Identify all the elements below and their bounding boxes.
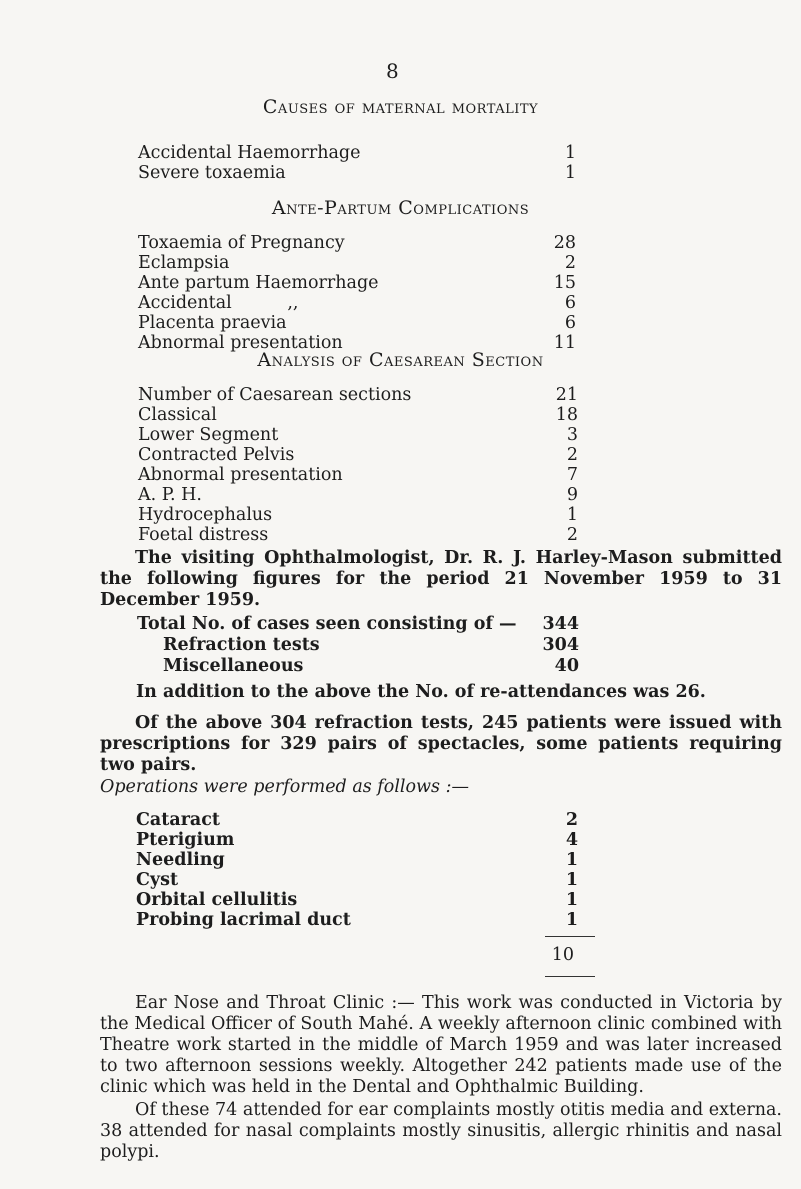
- item-value: 1: [564, 143, 576, 163]
- total-rule-bottom: [545, 976, 595, 977]
- ante-partum-list: [138, 233, 578, 353]
- item-label: Total No. of cases seen consisting of —: [137, 614, 517, 634]
- item-value: 18: [555, 405, 578, 425]
- item-value: 9: [566, 485, 578, 505]
- maternal-mortality-heading: Causes of maternal mortality: [262, 96, 539, 118]
- item-value: 6: [564, 313, 576, 333]
- item-label: Placenta praevia: [138, 313, 287, 333]
- list-item: [138, 143, 578, 163]
- ophthalmology-intro-paragraph: The visiting Ophthalmologist, Dr. R. J. Harley-Mason submitted the following figures for the period 21 November 1959 to 31 December 1959.: [100, 548, 782, 610]
- operations-heading: Operations were performed as follows :—: [100, 777, 469, 797]
- item-value: 304: [542, 635, 579, 655]
- list-item: [138, 425, 578, 445]
- item-label: Miscellaneous: [163, 656, 304, 676]
- list-item: [136, 890, 576, 910]
- list-item: [136, 910, 576, 930]
- list-item: [138, 405, 578, 425]
- item-label: Accidental Haemorrhage: [138, 143, 361, 163]
- total-value: 10: [551, 945, 574, 965]
- list-item: [138, 313, 578, 333]
- caesarean-list: [138, 385, 578, 545]
- list-item: [138, 485, 578, 505]
- list-item: [138, 525, 578, 545]
- item-label: Eclampsia: [138, 253, 230, 273]
- item-value: 2: [566, 525, 578, 545]
- total-row: [536, 945, 596, 965]
- item-label: Refraction tests: [163, 635, 320, 655]
- ante-partum-heading: Ante-Partum Complications: [271, 197, 530, 219]
- item-value: 1: [564, 163, 576, 183]
- item-value: 2: [565, 810, 578, 830]
- list-item: [138, 273, 578, 293]
- list-item: [137, 656, 577, 677]
- list-item: [138, 233, 578, 253]
- list-item: [136, 830, 576, 850]
- item-value: 15: [553, 273, 576, 293]
- item-label: Orbital cellulitis: [136, 890, 298, 910]
- refraction-paragraph: Of the above 304 refraction tests, 245 patients were issued with prescriptions for 329 pairs of spectacles, some patients requiring two pairs.: [100, 713, 782, 775]
- maternal-mortality-list: [138, 143, 578, 183]
- list-item: [138, 293, 578, 313]
- item-value: 2: [564, 253, 576, 273]
- item-value: 7: [566, 465, 578, 485]
- page-number: 8: [386, 59, 399, 83]
- item-label: Cataract: [136, 810, 220, 830]
- item-label: A. P. H.: [138, 485, 202, 505]
- item-value: 40: [554, 656, 579, 676]
- item-value: 344: [542, 614, 579, 634]
- item-value: 6: [564, 293, 576, 313]
- item-label: Lower Segment: [138, 425, 279, 445]
- list-item: [138, 505, 578, 525]
- ent-clinic-paragraph: Ear Nose and Throat Clinic :— This work was conducted in Victoria by the Medical Officer of South Mahé. A weekly afternoon clinic combined with Theatre work started in the middle of March 1959 and was later increased to two afternoon sessions weekly. Altogether 242 patients made use of the clinic which was held in the Dental and Ophthalmic Building.: [100, 993, 782, 1097]
- item-value: 1: [565, 870, 578, 890]
- caesarean-heading: Analysis of Caesarean Section: [257, 349, 544, 371]
- item-value: 11: [553, 333, 576, 353]
- item-label: Foetal distress: [138, 525, 269, 545]
- item-value: 1: [565, 890, 578, 910]
- item-label: Accidental ,,: [138, 293, 299, 313]
- item-label: Probing lacrimal duct: [136, 910, 351, 930]
- item-label: Number of Caesarean sections: [138, 385, 412, 405]
- item-value: 1: [565, 850, 578, 870]
- list-item: [136, 870, 576, 890]
- item-label: Abnormal presentation: [138, 333, 343, 353]
- item-label: Hydrocephalus: [138, 505, 273, 525]
- list-item: [137, 635, 577, 656]
- operations-total: [536, 945, 596, 965]
- item-label: Pterigium: [136, 830, 235, 850]
- item-label: Toxaemia of Pregnancy: [138, 233, 345, 253]
- list-item: [138, 465, 578, 485]
- reattendances-paragraph: In addition to the above the No. of re-attendances was 26.: [136, 682, 706, 702]
- list-item: [136, 850, 576, 870]
- item-label: Classical: [138, 405, 217, 425]
- item-value: 3: [566, 425, 578, 445]
- list-item: [137, 614, 577, 635]
- list-item: [138, 385, 578, 405]
- list-item: [138, 445, 578, 465]
- item-value: 21: [555, 385, 578, 405]
- list-item: [136, 810, 576, 830]
- item-value: 1: [565, 910, 578, 930]
- item-label: Severe toxaemia: [138, 163, 286, 183]
- item-value: 1: [566, 505, 578, 525]
- item-label: Needling: [136, 850, 225, 870]
- list-item: [138, 163, 578, 183]
- item-value: 4: [565, 830, 578, 850]
- item-label: Ante partum Haemorrhage: [138, 273, 379, 293]
- item-value: 28: [553, 233, 576, 253]
- item-label: Cyst: [136, 870, 179, 890]
- ent-complaints-paragraph: Of these 74 attended for ear complaints mostly otitis media and externa. 38 attended for nasal complaints mostly sinusitis, allergic rhinitis and nasal polypi.: [100, 1100, 782, 1162]
- item-label: Abnormal presentation: [138, 465, 343, 485]
- total-rule-top: [545, 936, 595, 937]
- item-label: Contracted Pelvis: [138, 445, 295, 465]
- item-value: 2: [566, 445, 578, 465]
- cases-list: [137, 614, 577, 677]
- list-item: [138, 253, 578, 273]
- operations-list: [136, 810, 576, 930]
